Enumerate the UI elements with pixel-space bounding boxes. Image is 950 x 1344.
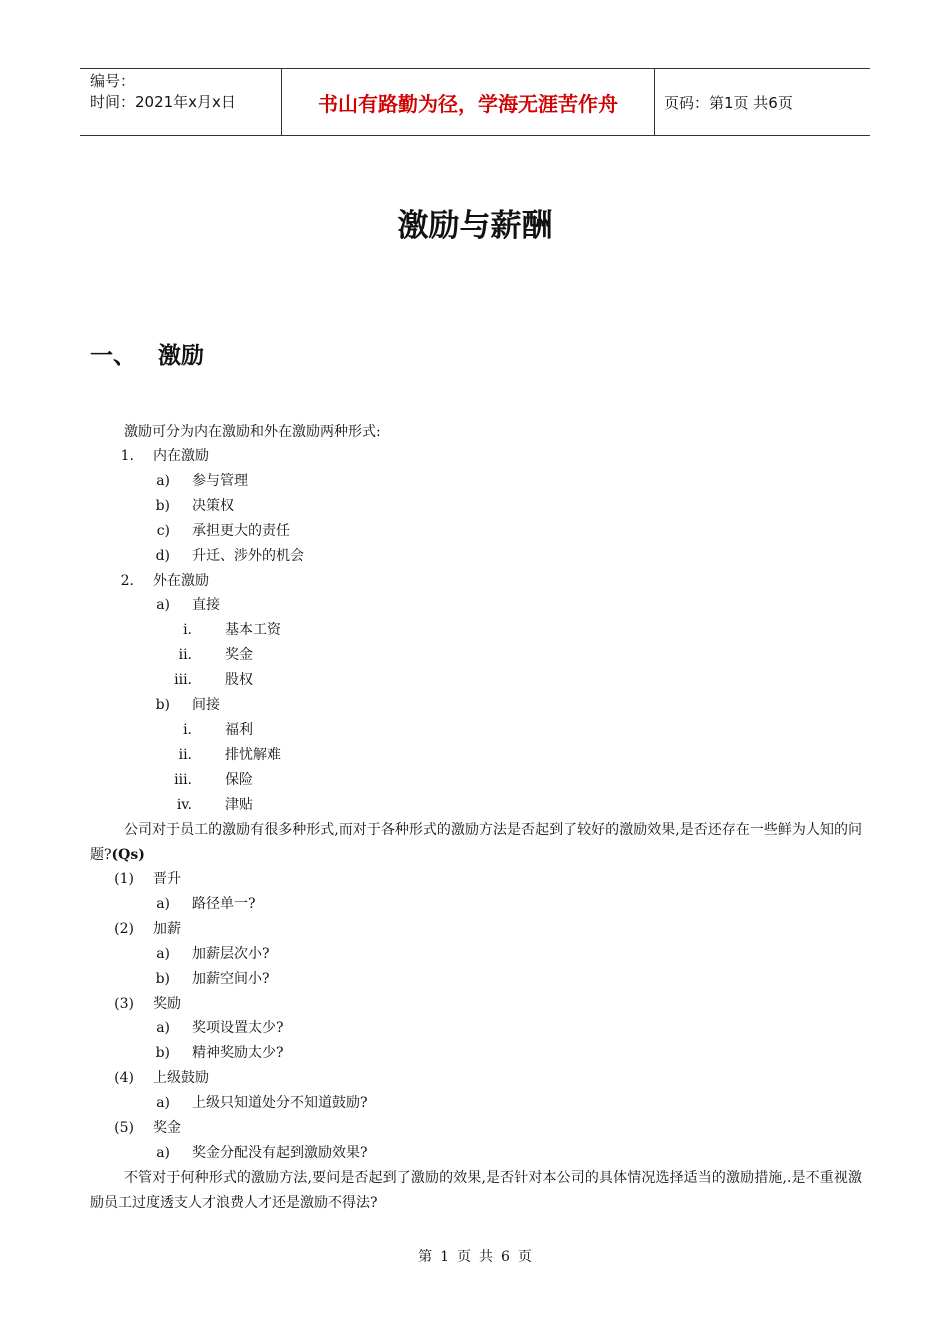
footer-text: 第: [418, 1249, 433, 1265]
question-marker: a): [156, 945, 170, 962]
question-marker: a): [156, 895, 170, 912]
question-marker: a): [156, 1095, 170, 1112]
question-item: 加薪: [153, 920, 181, 937]
number-label: 编号：: [90, 72, 136, 90]
question-item: 精神奖励太少?: [192, 1045, 284, 1062]
question-marker: (2): [114, 920, 134, 937]
closing-paragraph: 不管对于何种形式的激励方法,要问是否起到了激励的效果,是否针对本公司的具体情况选择适当的激励措施,.是不重视激励员工过度透支人才浪费人才还是激励不得法?: [90, 1170, 862, 1211]
outline-item: 升迁、涉外的机会: [192, 547, 304, 564]
footer-page-number: 1: [440, 1249, 449, 1265]
outline-item: 承担更大的责任: [192, 522, 290, 539]
question-item: 上级只知道处分不知道鼓励?: [192, 1095, 368, 1112]
outline-item: 保险: [225, 771, 253, 788]
document-title: 激励与薪酬: [397, 208, 553, 244]
intro-text: 激励可分为内在激励和外在激励两种形式:: [124, 424, 381, 440]
header-page-info: 页码：第1页 共6页: [664, 93, 793, 112]
footer-text: 共: [479, 1249, 493, 1265]
page-footer: [0, 1246, 950, 1266]
question-marker: a): [156, 1020, 170, 1037]
outline-item: 津贴: [225, 796, 253, 813]
outline-item: 外在激励: [153, 572, 209, 589]
question-paragraph: [90, 818, 862, 868]
section-number: 一、: [90, 343, 136, 369]
outline-item: 基本工资: [225, 622, 281, 639]
outline-item: 直接: [192, 597, 220, 614]
question-item: 晋升: [153, 871, 181, 887]
outline-item: 内在激励: [153, 448, 209, 464]
outline-marker: a): [156, 472, 170, 489]
question-item: 上级鼓励: [153, 1070, 209, 1087]
question-tag: (Qs): [111, 847, 145, 863]
question-item: 奖励: [153, 995, 181, 1012]
header-meta-cell: [80, 69, 282, 135]
header-motto: 书山有路勤为径，学海无涯苦作舟: [282, 69, 655, 135]
outline-marker: i.: [183, 622, 192, 639]
question-item: 加薪空间小?: [192, 970, 270, 987]
outline-item: 间接: [192, 697, 220, 713]
outline-item: 奖金: [225, 647, 253, 664]
question-marker: (1): [114, 871, 134, 887]
outline-marker: b): [155, 497, 170, 514]
page-header: [80, 68, 870, 136]
outline-marker: ii.: [178, 647, 192, 664]
outline-marker: 2.: [120, 572, 134, 589]
footer-text: 页: [517, 1249, 532, 1265]
outline-item: 福利: [225, 721, 253, 738]
question-item: 奖金: [153, 1120, 181, 1136]
outline-marker: iv.: [176, 796, 192, 813]
question-marker: (5): [114, 1120, 134, 1136]
section-title: 激励: [158, 343, 204, 369]
question-item: 路径单一?: [192, 895, 256, 912]
question-marker: (4): [114, 1070, 134, 1087]
question-item: 加薪层次小?: [192, 945, 270, 962]
question-marker: (3): [114, 995, 134, 1012]
outline-marker: iii.: [174, 672, 192, 689]
outline-item: 决策权: [192, 497, 234, 514]
outline-item: 股权: [225, 672, 253, 689]
time-label: 时间：2021年x月x日: [90, 93, 236, 111]
question-text: 公司对于员工的激励有很多种形式,而对于各种形式的激励方法是否起到了较好的激励效果,是否还存在一些鲜为人知的问题?: [90, 822, 862, 863]
outline-marker: iii.: [174, 771, 192, 788]
question-marker: b): [155, 1045, 170, 1062]
outline-marker: a): [156, 597, 170, 614]
outline-marker: ii.: [178, 746, 192, 763]
footer-total-pages: 6: [501, 1249, 510, 1265]
outline-marker: d): [155, 547, 170, 564]
outline-marker: b): [155, 697, 170, 713]
section-heading: [90, 337, 204, 370]
outline-item: 排忧解难: [225, 746, 281, 763]
outline-item: 参与管理: [192, 472, 248, 489]
outline-marker: 1.: [120, 448, 134, 464]
outline-marker: i.: [183, 721, 192, 738]
outline-marker: c): [156, 522, 170, 539]
question-item: 奖项设置太少?: [192, 1020, 284, 1037]
question-item: 奖金分配没有起到激励效果?: [192, 1144, 368, 1161]
footer-text: 页: [457, 1249, 471, 1265]
question-marker: b): [155, 970, 170, 987]
question-marker: a): [156, 1144, 170, 1161]
